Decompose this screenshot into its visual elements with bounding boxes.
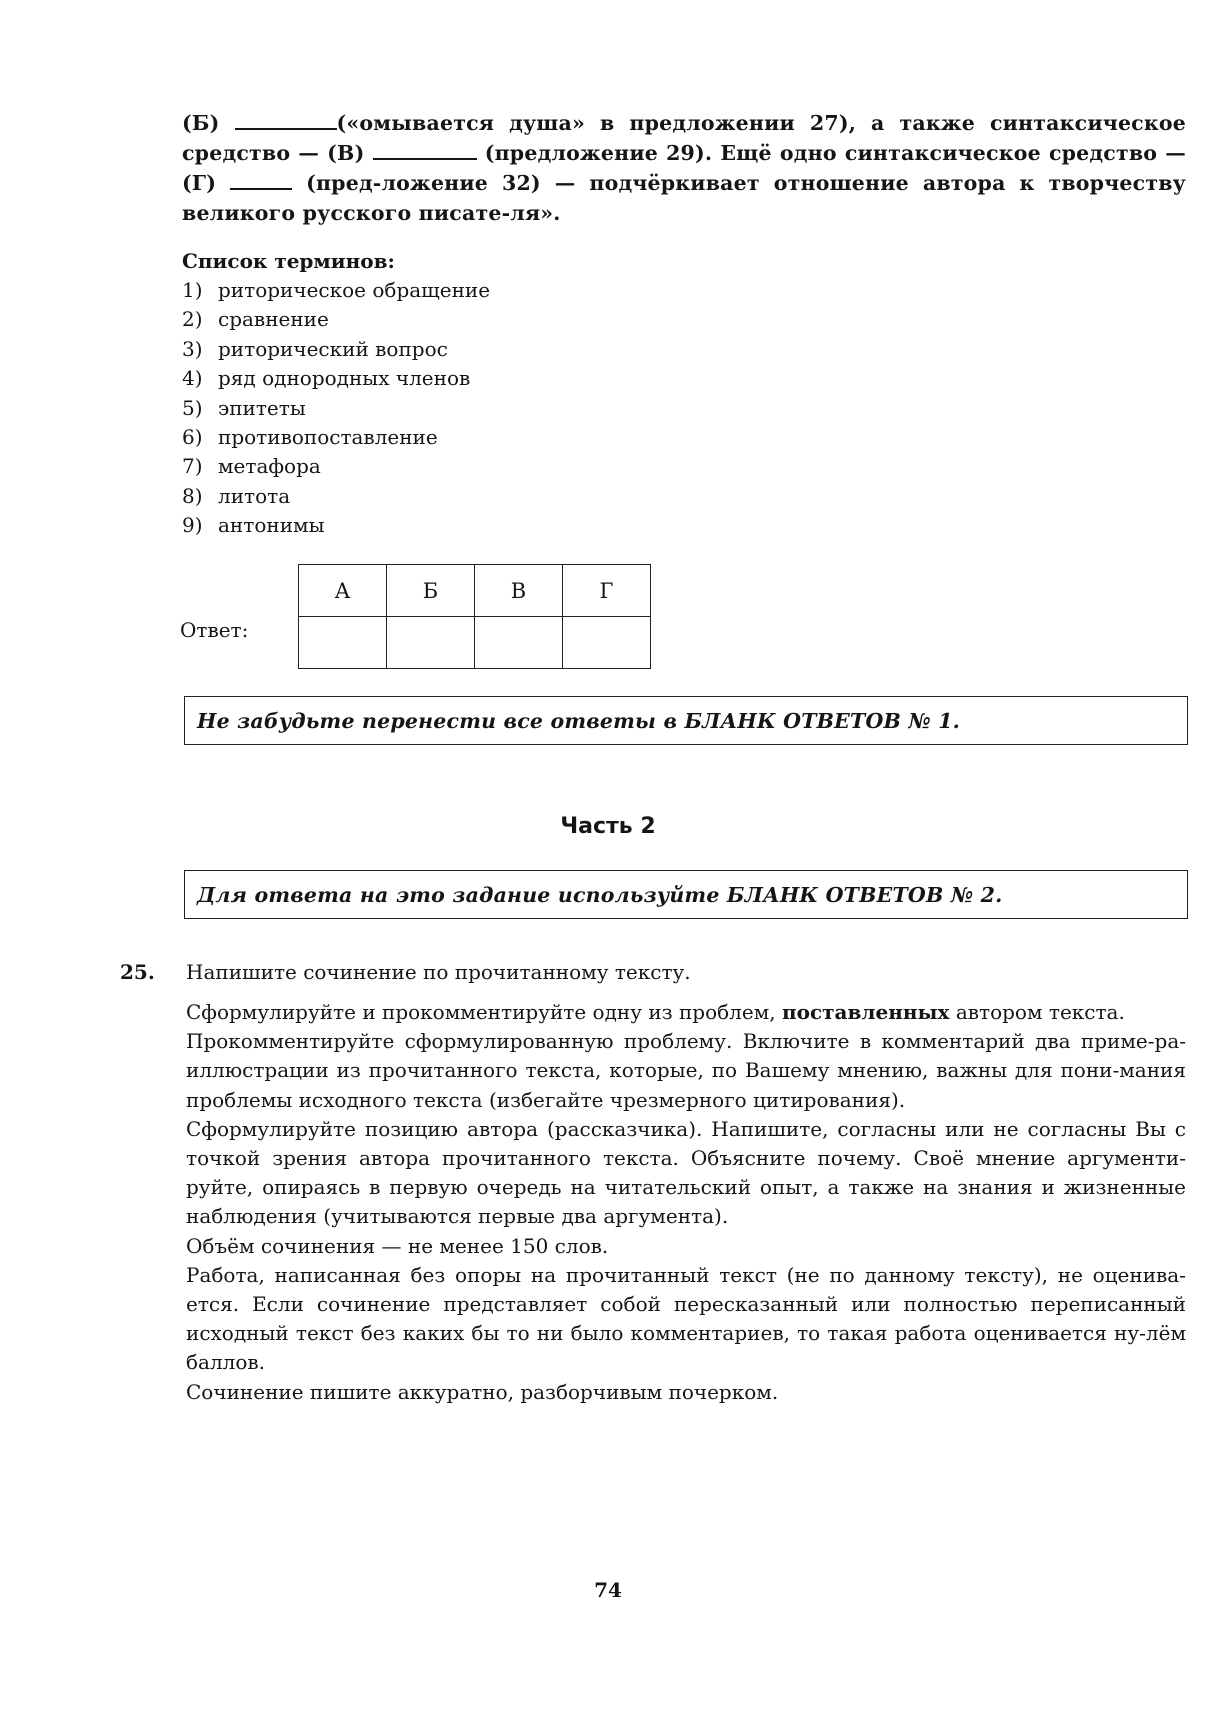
answer-header-g: Г [563,565,651,617]
term-item: 2) сравнение [182,307,329,332]
notice-transfer-answers: Не забудьте перенести все ответы в БЛАНК ОТВЕТОВ № 1. [184,696,1188,745]
answer-input-row [299,617,651,669]
answer-header-row [299,565,651,617]
term-item: 5) эпитеты [182,395,306,420]
page-number: 74 [594,1578,622,1602]
task-number: 25. [120,960,155,984]
blank-g [230,170,292,190]
terms-title: Список терминов: [182,249,395,273]
task-paragraph: Работа, написанная без опоры на прочитанный текст (не по данному тексту), не оценива-ется. Если сочинение представляет собой пересказанный или полностью переписанный исходный текст без каких бы то ни было комментариев, то такая работа оценивается ну-лём баллов. [186,1262,1186,1375]
term-item: 7) метафора [182,454,321,479]
text-g: (пред-ложение 32) — подчёркивает отношение автора к творчеству великого русского писате-ля». [182,171,1187,225]
text-b: («омывается душа» в предложении 27), а также синтаксическое средство — [182,111,1186,165]
answer-table [298,564,651,669]
answer-label: Ответ: [180,618,249,642]
answer-cell-v[interactable] [475,617,563,669]
task-paragraph: Объём сочинения — не менее 150 слов. [186,1233,609,1258]
text-v: (предложение 29). Ещё одно синтаксическое средство — (Г) [182,141,1186,195]
task-paragraph: Прокомментируйте сформулированную проблему. Включите в комментарий два приме-ра-иллюстрации из прочитанного текста, которые, по Вашему мнению, важны для пони-мания проблемы исходного текста (избегайте чрезмерного цитирования). [186,1029,1186,1112]
notice-answer-sheet-2: Для ответа на это задание используйте БЛАНК ОТВЕТОВ № 2. [184,870,1188,919]
answer-cell-b[interactable] [387,617,475,669]
answer-cell-g[interactable] [563,617,651,669]
task-first-line: Напишите сочинение по прочитанному тексту. [186,960,691,984]
task-paragraph: Сочинение пишите аккуратно, разборчивым почерком. [186,1379,779,1404]
answer-header-a: А [299,565,387,617]
blank-b [235,110,337,130]
term-item: 8) литота [182,483,291,508]
fill-in-paragraph [182,108,1186,228]
part-title: Часть 2 [560,814,656,839]
answer-header-v: В [475,565,563,617]
answer-header-b: Б [387,565,475,617]
task-paragraph: Сформулируйте и прокомментируйте одну из проблем, поставленных автором текста. [186,1000,1125,1024]
term-item: 9) антонимы [182,513,325,538]
task-paragraph: Сформулируйте позицию автора (рассказчика). Напишите, согласны или не согласны Вы с точкой зрения автора прочитанного текста. Объясните почему. Своё мнение аргументи-руйте, опираясь в первую очередь на читательский опыт, а также на знания и жизненные наблюдения (учитываются первые два аргумента). [186,1116,1186,1229]
term-item: 4) ряд однородных членов [182,366,471,391]
label-v: (В) [327,141,365,165]
term-item: 3) риторический вопрос [182,336,448,361]
term-item: 6) противопоставление [182,425,438,450]
term-item: 1) риторическое обращение [182,278,491,302]
label-b: (Б) [182,111,220,135]
task-instructions [186,998,1186,1407]
answer-cell-a[interactable] [299,617,387,669]
terms-list [182,276,490,541]
blank-v [373,140,477,160]
